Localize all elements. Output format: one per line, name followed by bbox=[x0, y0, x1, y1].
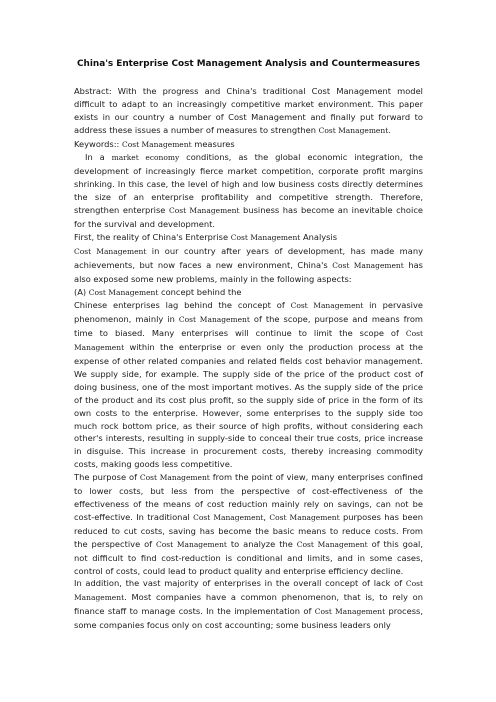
paragraph bbox=[74, 231, 423, 245]
text-span: In addition, the vast majority of enterprises in the overall concept of lack of bbox=[74, 578, 406, 589]
text-span: concept behind the bbox=[158, 286, 242, 297]
text-span: purposes has been reduced to cut costs, saving has become the basic means to reduce costs. From the perspective of bbox=[74, 511, 424, 549]
term-span: Cost Management bbox=[122, 139, 192, 149]
text-span: of the scope, purpose and means from time to biased. Many enterprises will continue to limit the scope of bbox=[74, 314, 423, 339]
term-span: Cost Management bbox=[139, 473, 210, 483]
text-span: (A) bbox=[74, 286, 89, 297]
text-span: Abstract: With the progress and China's traditional Cost Management model difficult to adapt to an increasingly competitive market environment. This paper exists in our country a number of Cost Management and finally put forward to address these issues a number of measures to strengthen bbox=[74, 85, 423, 135]
text-span: . Most companies have a common phenomenon, that is, to rely on finance staff to manage costs. In the implementation of bbox=[74, 592, 423, 617]
text-span: of this goal, not difficult to find cost-reduction is conditional and limits, and in some cases, control of costs, could lead to product quality and enterprise efficiency decline. bbox=[74, 538, 424, 576]
term-span: Cost Management bbox=[168, 206, 240, 216]
term-span: Cost Management bbox=[290, 301, 364, 311]
paragraph bbox=[74, 138, 423, 152]
paragraph bbox=[74, 245, 423, 286]
term-span: Cost Management bbox=[193, 512, 264, 522]
text-span: , bbox=[263, 511, 270, 522]
term-span: Cost Management bbox=[88, 287, 159, 297]
text-span: has also exposed some new problems, mainly in the following aspects: bbox=[74, 259, 423, 284]
term-span: Cost Management bbox=[314, 607, 386, 617]
text-span: measures bbox=[191, 138, 235, 149]
text-span: from the point of view, many enterprises confined to lower costs, but less from the perspective of cost-effectiveness of the effectiveness of the means of cost reduction mainly rely on savings, can not be cost-effective. In traditional bbox=[74, 472, 424, 522]
term-span: Cost Management bbox=[178, 315, 250, 325]
text-span: The purpose of bbox=[74, 472, 140, 483]
document-page bbox=[74, 58, 423, 632]
paragraph bbox=[74, 577, 423, 632]
term-span: Cost Management bbox=[230, 232, 301, 242]
text-span: business has become an inevitable choice for the survival and development. bbox=[74, 205, 423, 229]
term-span: Cost Management bbox=[74, 246, 147, 256]
text-span: Chinese enterprises lag behind the concept of bbox=[74, 300, 291, 311]
text-span: within the enterprise or even only the production process at the expense of other related companies and related fields cost behavior management. We supply side, for example. The supply side of the price of the product cost of doing business, one of the most important motives. As the supply side of the price of the product and its cost plus profit, so the supply side of price in the form of its own costs to the enterprise. However, some enterprises to the supply side too much rock bottom price, as their source of high profits, without considering each other's interests, resulting in supply-side to conceal their true costs, price increase in disguise. This increase in procurement costs, thereby increasing commodity costs, making goods less competitive. bbox=[74, 342, 423, 470]
text-span: in pervasive phenomenon, mainly in bbox=[74, 300, 423, 325]
text-span: In a bbox=[85, 152, 112, 163]
text-span: Analysis bbox=[300, 231, 338, 242]
paragraph bbox=[74, 286, 423, 300]
text-span: conditions, as the global economic integration, the development of increasingly fierce market competition, corporate profit margins shrinking. In this case, the level of high and low business costs directly determines the size of an enterprise profitability and competitive strength. Therefore, strengthen enterprise bbox=[74, 152, 423, 216]
paragraph bbox=[74, 299, 423, 471]
term-span: Cost Management bbox=[332, 260, 404, 270]
text-span: process, some companies focus only on cost accounting; some business leaders only bbox=[74, 606, 423, 631]
term-span: Cost Management bbox=[296, 539, 368, 549]
text-span: First, the reality of China's Enterprise bbox=[74, 231, 231, 242]
term-span: Cost Management bbox=[74, 579, 423, 603]
paragraph bbox=[74, 151, 423, 230]
paragraph bbox=[74, 471, 423, 577]
paragraph bbox=[74, 85, 423, 138]
term-span: market economy bbox=[111, 153, 180, 163]
term-span: Cost Management bbox=[156, 539, 227, 549]
term-span: Cost Management bbox=[269, 512, 340, 522]
term-span: Cost Management. bbox=[318, 125, 391, 135]
text-span: in our country after years of development, has made many achievements, but now faces a new environment, China's bbox=[74, 245, 423, 270]
text-span: to analyze the bbox=[226, 538, 297, 549]
document-body bbox=[74, 85, 423, 632]
term-span: Cost Management bbox=[74, 329, 423, 353]
document-title: China's Enterprise Cost Management Analysis and Countermeasures bbox=[77, 59, 420, 69]
text-span: Keywords:: bbox=[74, 138, 122, 149]
